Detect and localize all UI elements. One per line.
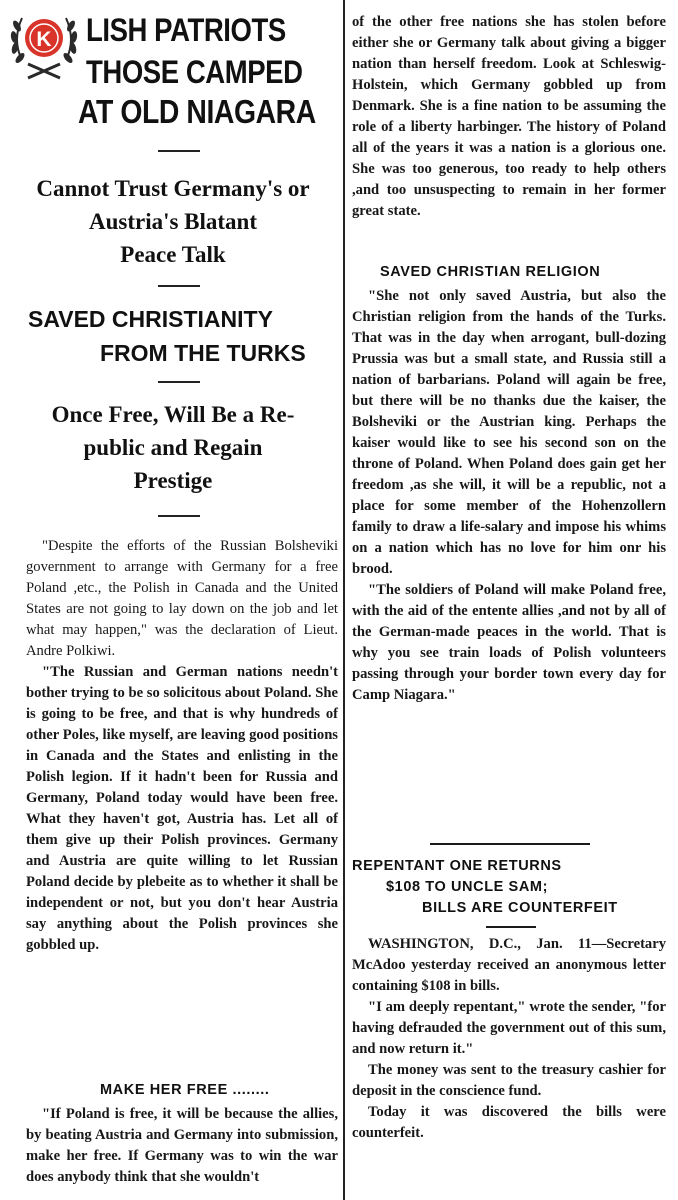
- paragraph: "Despite the efforts of the Russian Bolsheviki government to arrange with Germany for a free Poland ,etc., the Polish in Canada and the United States are not going to lay down on the job and let what may happen," was the declaration of Lieut. Andre Polkiwi.: [26, 538, 338, 659]
- deck-two: [28, 302, 338, 370]
- paragraph: WASHINGTON, D.C., Jan. 11—Secretary McAdoo yesterday received an anonymous letter containing $108 in bills.: [352, 936, 666, 994]
- left-body: [26, 536, 338, 956]
- deck-one-line-3: Peace Talk: [120, 242, 226, 267]
- deck-one: [8, 172, 338, 271]
- headline2-line-3: BILLS ARE COUNTERFEIT: [422, 900, 618, 916]
- deck-three-line-2: public and Regain: [83, 435, 263, 460]
- deck-two-line-2: FROM THE TURKS: [100, 340, 306, 366]
- deck-three-line-3: Prestige: [133, 468, 213, 493]
- headline2-rule: [486, 926, 536, 928]
- headline2-line-2: $108 TO UNCLE SAM;: [386, 879, 549, 895]
- laurel-wreath-k-icon: [8, 4, 80, 82]
- headline-line-2: THOSE CAMPED: [86, 54, 303, 90]
- paragraph: "I am deeply repentant," wrote the sender, "for having defrauded the government out of this sum, and now return it.": [352, 999, 666, 1057]
- right-body-bottom: [352, 934, 666, 1144]
- deck-three: [8, 398, 338, 497]
- paragraph: Today it was discovered the bills were counterfeit.: [352, 1104, 666, 1141]
- deck-rule-1: [158, 285, 200, 287]
- paragraph: "The Russian and German nations needn't bother trying to be so solicitous about Poland. She is going to be free, and that is why hundreds of other Poles, like myself, are leaving good positions in Canada and the States and enlisting in the Polish legion. If it hadn't been for Russia and Germany, Poland today would have been free. What they haven't got, Austria has. Let all of them give up their Polish provinces. Germany and Austria are quite willing to let Russian Poland decide by plebeite as to whether it shall be independent or not, but you don't hear Austria say anything about the Polish provinces she gobbled up.: [26, 664, 338, 953]
- left-body-end: [26, 1104, 338, 1188]
- paragraph: of the other free nations she has stolen before either she or Germany talk about giving a bigger nation than herself freedom. Look at Schleswig-Holstein, which Germany gobbled up from Denmark. She is a fine nation to be assuming the role of a liberty harbinger. The history of Poland all of the years it was a nation is a glorious one. She was too generous, too ready to help others ,and too unsuspecting to remain in her former great state.: [352, 14, 666, 219]
- paragraph: "She not only saved Austria, but also the Christian religion from the hands of the Turks. That was in the day when arrogant, bull-dozing Prussia was but a small state, and Russia still a nation of barbarians. Poland will again be free, but there will be no thanks due the kaiser, the Bolsheviki or the Austrian king. Perhaps the kaiser would like to see his second son on the throne of Poland. When Poland does gain get her freedom ,as she will, it will be a republic, not a place for some member of the Hohenzollern family to draw a life-salary and impose his whims on a nation which has no love for him onr his brood.: [352, 288, 666, 577]
- paragraph: The money was sent to the treasury cashier for deposit in the conscience fund.: [352, 1062, 666, 1099]
- deck-two-line-1: SAVED CHRISTIANITY: [28, 306, 273, 332]
- column-divider: [343, 0, 345, 1200]
- deck-one-line-1: Cannot Trust Germany's or: [36, 176, 310, 201]
- paragraph: "The soldiers of Poland will make Poland free, with the aid of the entente allies ,and not by all of the German-made peaces in the world. That is why you see train loads of Polish volunteers passing through your border town every day for Camp Niagara.": [352, 582, 666, 703]
- deck-rule-3: [158, 515, 200, 517]
- subhead-make-her-free: MAKE HER FREE ........: [100, 1082, 270, 1098]
- deck-one-line-2: Austria's Blatant: [88, 209, 258, 234]
- headline-line-1: LISH PATRIOTS: [86, 12, 286, 48]
- headline-line-3: AT OLD NIAGARA: [78, 93, 316, 130]
- deck-three-line-1: Once Free, Will Be a Re-: [51, 402, 295, 427]
- right-body-middle: [352, 286, 666, 706]
- headline2-line-1: REPENTANT ONE RETURNS: [352, 858, 562, 874]
- story-separator: [430, 843, 590, 845]
- deck-rule-2: [158, 381, 200, 383]
- right-body-top: [352, 12, 666, 222]
- subhead-saved-christian-religion: SAVED CHRISTIAN RELIGION: [380, 264, 601, 280]
- headline-rule: [158, 150, 200, 152]
- paragraph: "If Poland is free, it will be because the allies, by beating Austria and Germany into submission, make her free. If Germany was to win the war does anybody think that she wouldn't: [26, 1106, 338, 1185]
- svg-text:K: K: [36, 28, 52, 51]
